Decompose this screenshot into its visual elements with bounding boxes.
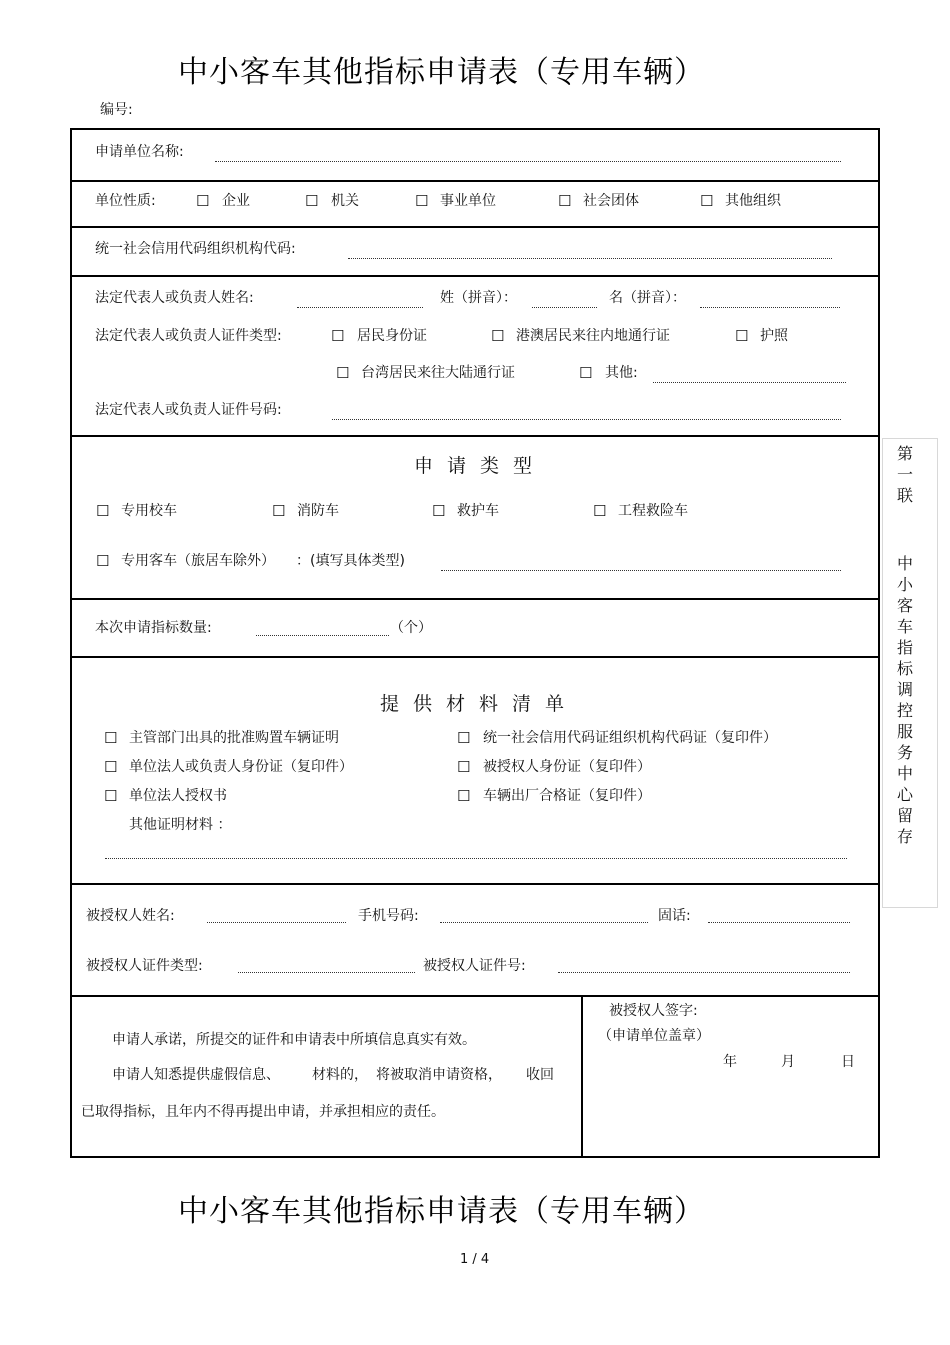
checkbox-special-bus[interactable]: ☐	[96, 552, 110, 570]
footer-title: 中小客车其他指标申请表（专用车辆）	[178, 1194, 705, 1229]
checkbox-government[interactable]: ☐	[305, 192, 319, 210]
checkbox-enterprise[interactable]: ☐	[196, 192, 210, 210]
legal-rep-name-field[interactable]	[297, 307, 423, 308]
date-month-label: 月	[781, 1054, 795, 1070]
checkbox-social-group[interactable]: ☐	[558, 192, 572, 210]
option-taiwan-permit: 台湾居民来往大陆通行证	[361, 365, 515, 381]
material-approval-proof: 主管部门出具的批准购置车辆证明	[129, 730, 339, 746]
side-note-copy: 第一联	[896, 444, 913, 505]
given-name-pinyin-label: 名（拼音）：	[609, 290, 686, 306]
agent-id-type-field[interactable]	[238, 972, 415, 973]
pledge-line-1: 申请人承诺，所提交的证件和申请表中所填信息真实有效。	[112, 1032, 476, 1048]
quota-field[interactable]	[256, 635, 389, 636]
pledge-line-2a: 申请人知悉提供虚假信息、	[112, 1067, 280, 1083]
option-institution: 事业单位	[440, 193, 496, 209]
checkbox-other-org[interactable]: ☐	[700, 192, 714, 210]
agent-name-label: 被授权人姓名:	[86, 908, 175, 924]
material-vehicle-certificate: 车辆出厂合格证（复印件）	[483, 788, 651, 804]
material-agent-id-copy: 被授权人身份证（复印件）	[483, 759, 651, 775]
side-note-retain: 中小客车指标调控服务中心留存	[896, 554, 913, 846]
credit-code-field[interactable]	[348, 258, 832, 259]
page-number: 1 / 4	[460, 1252, 490, 1267]
legal-rep-name-label: 法定代表人或负责人姓名:	[95, 290, 254, 306]
checkbox-rescue-vehicle[interactable]: ☐	[593, 502, 607, 520]
legal-rep-id-number-label: 法定代表人或负责人证件号码:	[95, 402, 282, 418]
applicant-unit-field[interactable]	[215, 161, 841, 162]
option-special-bus: 专用客车（旅居车除外）	[121, 553, 275, 569]
option-hk-macao-permit: 港澳居民来往内地通行证	[516, 328, 670, 344]
checkbox-legal-rep-id-copy[interactable]: ☐	[104, 758, 118, 776]
material-legal-rep-id-copy: 单位法人或负责人身份证（复印件）	[129, 759, 353, 775]
agent-phone-field[interactable]	[440, 922, 648, 923]
checkbox-taiwan-permit[interactable]: ☐	[336, 364, 350, 382]
date-day-label: 日	[841, 1054, 855, 1070]
agent-landline-field[interactable]	[708, 922, 850, 923]
materials-title: 提供材料清单	[380, 693, 579, 715]
option-school-bus: 专用校车	[121, 503, 177, 519]
special-bus-hint: ：(填写具体类型)	[296, 553, 405, 569]
pledge-line-2b: 材料的，	[312, 1067, 368, 1083]
checkbox-credit-code-cert[interactable]: ☐	[457, 729, 471, 747]
agent-name-field[interactable]	[207, 922, 346, 923]
checkbox-hk-macao-permit[interactable]: ☐	[491, 327, 505, 345]
checkbox-resident-id[interactable]: ☐	[331, 327, 345, 345]
agent-signature-label: 被授权人签字:	[609, 1003, 698, 1019]
serial-number-label: 编号:	[100, 102, 133, 118]
checkbox-institution[interactable]: ☐	[415, 192, 429, 210]
pledge-line-2d: 收回	[526, 1067, 554, 1083]
checkbox-authorization-letter[interactable]: ☐	[104, 787, 118, 805]
quota-unit: （个）	[390, 620, 432, 636]
form-frame	[70, 128, 880, 1158]
checkbox-fire-truck[interactable]: ☐	[272, 502, 286, 520]
date-year-label: 年	[723, 1054, 737, 1070]
option-other-org: 其他组织	[725, 193, 781, 209]
agent-id-type-label: 被授权人证件类型:	[86, 958, 203, 974]
surname-pinyin-label: 姓（拼音）：	[440, 290, 517, 306]
unit-nature-label: 单位性质:	[95, 193, 156, 209]
legal-rep-id-number-field[interactable]	[332, 419, 841, 420]
option-ambulance: 救护车	[457, 503, 499, 519]
quota-label: 本次申请指标数量:	[95, 620, 212, 636]
checkbox-agent-id-copy[interactable]: ☐	[457, 758, 471, 776]
application-type-title: 申请类型	[414, 455, 547, 477]
option-rescue-vehicle: 工程救险车	[618, 503, 688, 519]
agent-phone-label: 手机号码:	[358, 908, 419, 924]
option-government: 机关	[331, 193, 359, 209]
legal-rep-id-type-label: 法定代表人或负责人证件类型:	[95, 328, 282, 344]
given-name-pinyin-field[interactable]	[700, 307, 840, 308]
option-resident-id: 居民身份证	[357, 328, 427, 344]
option-fire-truck: 消防车	[297, 503, 339, 519]
agent-landline-label: 固话:	[658, 908, 691, 924]
checkbox-vehicle-certificate[interactable]: ☐	[457, 787, 471, 805]
option-social-group: 社会团体	[583, 193, 639, 209]
credit-code-label: 统一社会信用代码组织机构代码:	[95, 241, 296, 257]
unit-seal-label: （申请单位盖章）	[598, 1028, 710, 1044]
page-title: 中小客车其他指标申请表（专用车辆）	[178, 55, 705, 90]
material-authorization-letter: 单位法人授权书	[129, 788, 227, 804]
agent-id-number-field[interactable]	[558, 972, 850, 973]
applicant-unit-label: 申请单位名称:	[95, 144, 184, 160]
checkbox-other-id[interactable]: ☐	[579, 364, 593, 382]
checkbox-school-bus[interactable]: ☐	[96, 502, 110, 520]
option-other-id: 其他:	[605, 365, 638, 381]
option-passport: 护照	[760, 328, 788, 344]
other-materials-label: 其他证明材料 ：	[129, 817, 232, 833]
checkbox-passport[interactable]: ☐	[735, 327, 749, 345]
other-id-field[interactable]	[653, 382, 846, 383]
option-enterprise: 企业	[222, 193, 250, 209]
other-materials-field[interactable]	[105, 858, 847, 859]
special-bus-type-field[interactable]	[441, 570, 841, 571]
checkbox-ambulance[interactable]: ☐	[432, 502, 446, 520]
checkbox-approval-proof[interactable]: ☐	[104, 729, 118, 747]
material-credit-code-cert: 统一社会信用代码证组织机构代码证（复印件）	[483, 730, 777, 746]
pledge-line-2c: 将被取消申请资格，	[376, 1067, 502, 1083]
surname-pinyin-field[interactable]	[532, 307, 597, 308]
agent-id-number-label: 被授权人证件号:	[423, 958, 526, 974]
pledge-line-3: 已取得指标，且年内不得再提出申请，并承担相应的责任。	[81, 1104, 445, 1120]
